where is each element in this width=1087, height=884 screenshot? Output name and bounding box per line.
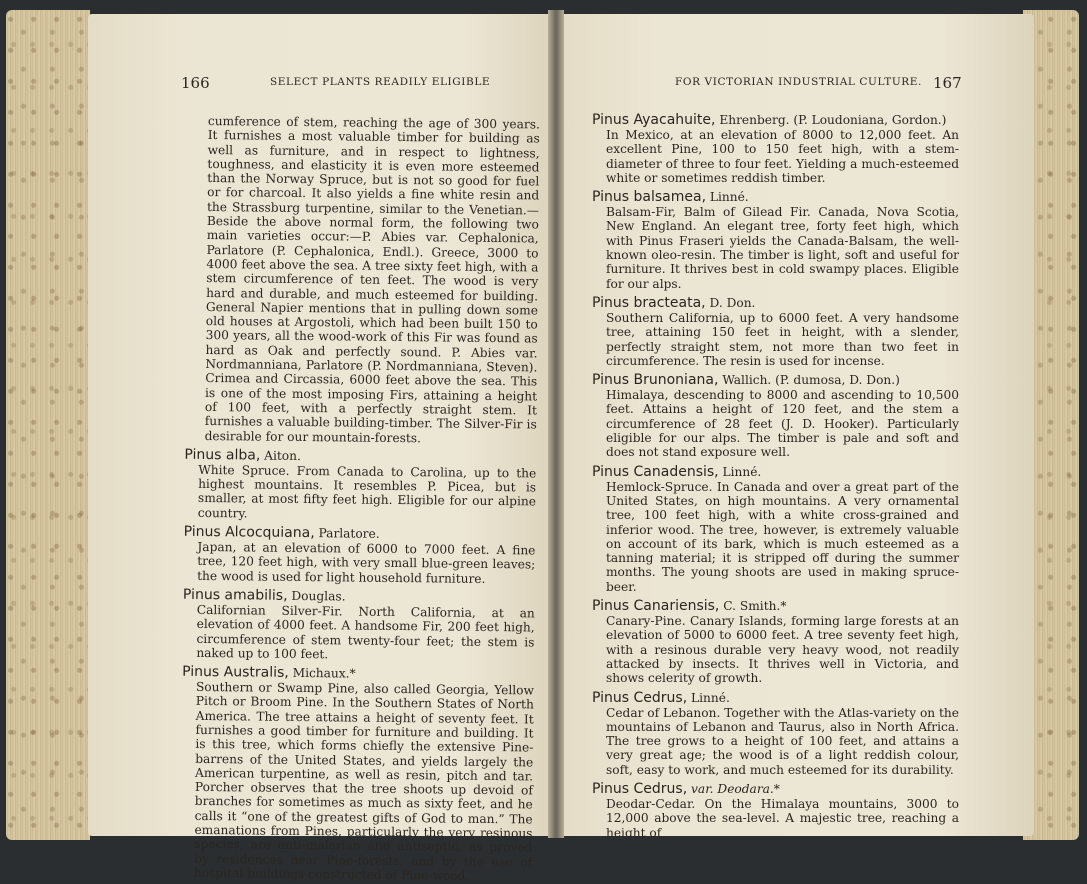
species-author: Michaux.* xyxy=(292,666,356,681)
species-description: In Mexico, at an elevation of 8000 to 12,000 feet. An excellent Pine, 100 to 150 feet high, with a stem-diameter of three to four feet. Yielding a much-esteemed white or sometimes reddish timber. xyxy=(606,128,959,185)
species-description: Himalaya, descending to 8000 and ascending to 10,500 feet. Attains a height of 120 feet, and the stem a circumference of 28 feet (J. D. Hooker). Particularly eligible for our alps. The timber is pale and soft and does not stand exposure well. xyxy=(606,388,959,460)
right-running-head: FOR VICTORIAN INDUSTRIAL CULTURE. xyxy=(675,76,922,88)
species-description: Hemlock-Spruce. In Canada and over a great part of the United States, on high mountains. A very ornamental tree, 100 feet high, with a white cross-grained and inferior wood. The tree, however, is extremely valuable on account of its bark, which is much esteemed as a tanning material; it is stripped off during the summer months. The young shoots are used in making spruce-beer. xyxy=(606,479,959,594)
species-description: Canary-Pine. Canary Islands, forming large forests at an elevation of 5000 to 6000 feet. A tree seventy feet high, with a resinous durable very heavy wood, not readily attacked by insects. It thrives well in Victoria, and shows celerity of growth. xyxy=(606,614,959,686)
species-name: Pinus Australis, xyxy=(182,663,289,681)
species-name: Pinus Ayacahuite, xyxy=(592,112,716,128)
species-description: White Spruce. From Canada to Carolina, up to the highest mountains. It resembles P. Picea, but is smaller, at most fifty feet high. Eligible for our alpine country. xyxy=(197,462,537,521)
entry-pinus-australis xyxy=(180,664,534,884)
species-description: Japan, at an elevation of 6000 to 7000 feet. A fine tree, 120 feet high, with very small blue-green leaves; the wood is used for light household furniture. xyxy=(197,539,536,586)
entry-pinus-brunoniana xyxy=(592,372,959,459)
species-name: Pinus Brunoniana, xyxy=(592,372,719,389)
entry-pinus-canariensis xyxy=(592,598,959,685)
entry-pinus-canadensis xyxy=(592,464,959,594)
species-author: Aiton. xyxy=(264,448,301,463)
species-name: Pinus bracteata, xyxy=(592,294,706,311)
book-fore-edge-left xyxy=(6,10,90,840)
species-description: Balsam-Fir, Balm of Gilead Fir. Canada, Nova Scotia, New England. An elegant tree, forty feet high, which with Pinus Fraseri yields the Canada-Balsam, the well-known oleo-resin. The timber is light, soft and useful for furniture. It thrives best in cold swampy places. Eligible for our alps. xyxy=(606,205,959,291)
left-running-head: SELECT PLANTS READILY ELIGIBLE xyxy=(270,76,491,88)
species-name: Pinus amabilis, xyxy=(182,586,288,604)
species-author: Parlatore. xyxy=(318,526,380,541)
entry-pinus-cedrus xyxy=(592,690,959,777)
left-page-number: 166 xyxy=(181,74,210,92)
species-name: Pinus alba, xyxy=(184,446,261,464)
right-page-number: 167 xyxy=(933,74,962,92)
species-description: Californian Silver-Fir. North California, at an elevation of 4000 feet. A handsome Fir, 200 feet high, circumference of stem twenty-four feet; the stem is naked up to 100 feet. xyxy=(196,602,535,662)
entry-pinus-amabilis xyxy=(182,587,535,664)
species-description: Southern or Swamp Pine, also called Georgia, Yellow Pitch or Broom Pine. In the Southern States of North America. The tree attains a height of seventy feet. It furnishes a good timber for furniture and building. It is this tree, which forms chiefly the extensive Pine-barrens of the United States, and yields largely the American turpentine, as well as resin, pitch and tar. Porcher observes that the tree shoots up devoid of branches for sometimes as much as sixty feet, and he calls it “one of the greatest gifts of God to man.” The emanations from Pines, particularly the very resinous species, are anti-malarian and antiseptic, as proved by residences near Pine-forests, and by the use of hospital buildings constructed of Pine-wood. xyxy=(193,679,535,883)
species-author: D. Don. xyxy=(709,295,756,310)
entry-pinus-bracteata xyxy=(592,295,959,368)
species-name: Pinus balsamea, xyxy=(592,189,707,206)
species-author: var. Deodara.* xyxy=(691,781,780,796)
book-gutter xyxy=(548,10,564,838)
species-description: Southern California, up to 6000 feet. A very handsome tree, attaining 150 feet in height, with a slender, perfectly straight stem, not more than two feet in circumference. The resin is used for incense. xyxy=(606,310,959,368)
species-author: Wallich. (P. dumosa, D. Don.) xyxy=(722,373,900,388)
entry-pinus-balsamea xyxy=(592,189,959,291)
left-page-text xyxy=(182,114,540,884)
right-page-text xyxy=(592,112,959,840)
species-name: Pinus Cedrus, xyxy=(592,689,688,706)
entry-pinus-ayacahuite xyxy=(592,112,959,185)
entry-pinus-cedrus-deodara xyxy=(592,781,959,840)
species-author: Ehrenberg. (P. Loudoniana, Gordon.) xyxy=(719,113,947,127)
species-name: Pinus Cedrus, xyxy=(592,780,688,797)
species-description: Cedar of Lebanon. Together with the Atlas-variety on the mountains of Lebanon and Taurus, also in North Africa. The tree grows to a height of 100 feet, and attains a very great age; the wood is of a light reddish colour, soft, easy to work, and much esteemed for its durability. xyxy=(606,705,959,777)
species-name: Pinus Alcocquiana, xyxy=(183,523,315,542)
species-author: Douglas. xyxy=(291,588,346,604)
species-name: Pinus Canadensis, xyxy=(592,463,719,480)
species-name: Pinus Canariensis, xyxy=(592,598,720,615)
entry-pinus-alba xyxy=(184,447,537,524)
species-author: Linné. xyxy=(691,690,730,705)
continuation-paragraph: cumference of stem, reaching the age of 300 years. It furnishes a most valuable timber for building as well as furniture, and in respect to lightness, toughness, and elasticity it is even more esteemed than the Norway Spruce, but is not so good for fuel or for charcoal. It also yields a fine white resin and the Strassburg turpentine, similar to the Venetian.—Beside the above normal form, the following two main varieties occur:—P. Abies var. Cephalonica, Parlatore (P. Cephalonica, Endl.). Greece, 3000 to 4000 feet above the sea. A tree sixty feet high, with a stem circumference of ten feet. The wood is very hard and durable, and much esteemed for building. General Napier mentions that in pulling down some old houses at Argostoli, which had been built 150 to 300 years, all the wood-work of this Fir was found as hard as Oak and perfectly sound. P. Abies var. Nordmanniana, Parlatore (P. Nordmanniana, Steven). Crimea and Circassia, 6000 feet above the sea. This is one of the most imposing Firs, attaining a height of 100 feet, with a perfectly straight stem. It furnishes a valuable building-timber. The Silver-Fir is desirable for our mountain-forests. xyxy=(204,114,540,445)
species-author: Linné. xyxy=(722,464,762,479)
species-author: Linné. xyxy=(709,190,749,205)
entry-pinus-alcocquiana xyxy=(183,524,536,587)
species-description: Deodar-Cedar. On the Himalaya mountains, 3000 to 12,000 above the sea-level. A majestic tree, reaching a height of xyxy=(606,796,959,840)
species-author: C. Smith.* xyxy=(723,599,787,614)
